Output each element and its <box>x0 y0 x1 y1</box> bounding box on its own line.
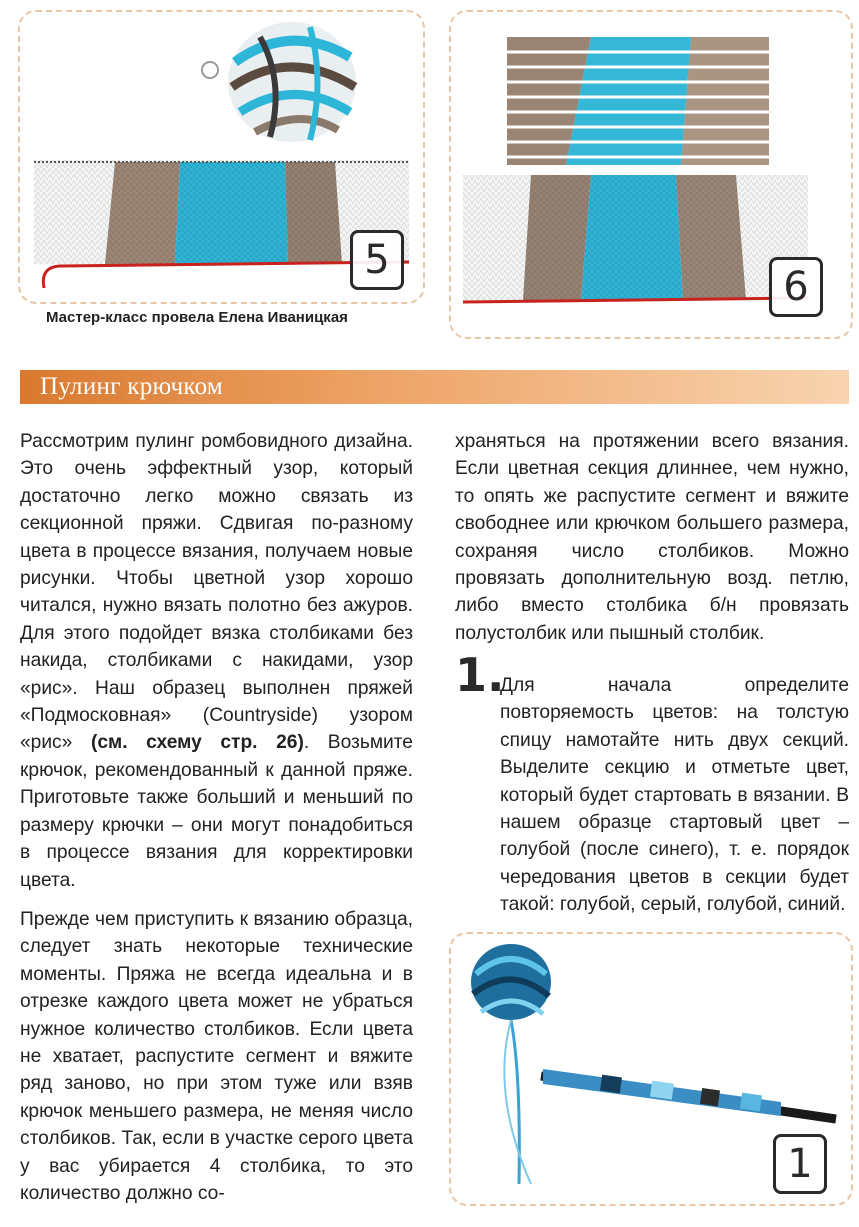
scheme-reference: (см. схему стр. 26) <box>90 732 304 754</box>
left-column <box>20 428 413 1207</box>
section-title-bar <box>20 370 849 404</box>
photo-6-badge: 6 <box>769 257 823 317</box>
knitting-needle-with-yarn <box>541 1069 836 1119</box>
section-title: Пулинг крючком <box>40 373 224 400</box>
step-1-text: Для начала определите повторяемость цветов: на толстую спицу намотайте нить двух секций. Выделите секцию и отметьте цвет, который будет стартовать в вязании. В нашем образце стартовый цвет – голубой (после синего), т. е. порядок чередования цветов в секции будет такой: голубой, серый, голубой, синий. <box>500 675 849 916</box>
left-paragraph-1-end: . Возьмите крючок, рекомендованный к данной пряже. Приготовьте также больший и меньший по размеру крючки – они могут понадобиться в процессе вязания для корректировки цвета. <box>20 732 413 891</box>
photo-5-badge: 5 <box>350 230 404 290</box>
photo-6-frame <box>449 10 853 339</box>
left-paragraph-2: Прежде чем приступить к вязанию образца, следует знать некоторые технические моменты. Пряжа не всегда идеальна и в отрезке каждого цвета может не убраться нужное количество столбиков. Если цвета не хватает, распустите сегмент и вяжите ряд заново, но при этом туже или взяв крючок меньшего размера, не меняя число столбиков. Так, если в участке серого цвета у вас убирается 4 столбика, то это количество должно со- <box>20 908 413 1204</box>
left-paragraph-1 <box>20 428 413 894</box>
knitted-swatch-6-top <box>507 37 769 165</box>
yarn-ball <box>202 22 356 142</box>
photo-caption: Мастер-класс провела Елена Иваницкая <box>46 309 348 326</box>
blue-yarn-ball <box>471 944 551 1184</box>
step-1-text-block <box>500 672 849 919</box>
photo-1-frame <box>449 932 853 1206</box>
step-number: 1. <box>455 648 505 702</box>
photo-5-frame <box>18 10 425 304</box>
knitted-swatch-6-bottom <box>463 175 808 302</box>
left-paragraph-1-text: Рассмотрим пулинг ромбовидного дизайна. Это очень эффектный узор, который достаточно легко можно связать из секционной пряжи. Сдвигая по-разному цвета в процессе вязания, получаем новые рисунки. Чтобы цветной узор хорошо читался, нужно вязать полотно без ажуров. Для этого подойдет вязка столбиками без накида, столбиками с накидами, узор «рис». Наш образец выполнен пряжей «Подмосковная» (Countryside) узором «рис» <box>20 431 413 754</box>
right-paragraph-1: храняться на протяжении всего вязания. Если цветная секция длиннее, чем нужно, то опять же распустите сегмент и вяжите свободнее или крючком большего размера, сохраняя число столбиков. Можно провязать дополнительную возд. петлю, либо вместо столбика б/н провязать полустолбик или пышный столбик. <box>455 431 849 644</box>
right-column <box>455 428 849 647</box>
photo-1-badge: 1 <box>773 1134 827 1194</box>
